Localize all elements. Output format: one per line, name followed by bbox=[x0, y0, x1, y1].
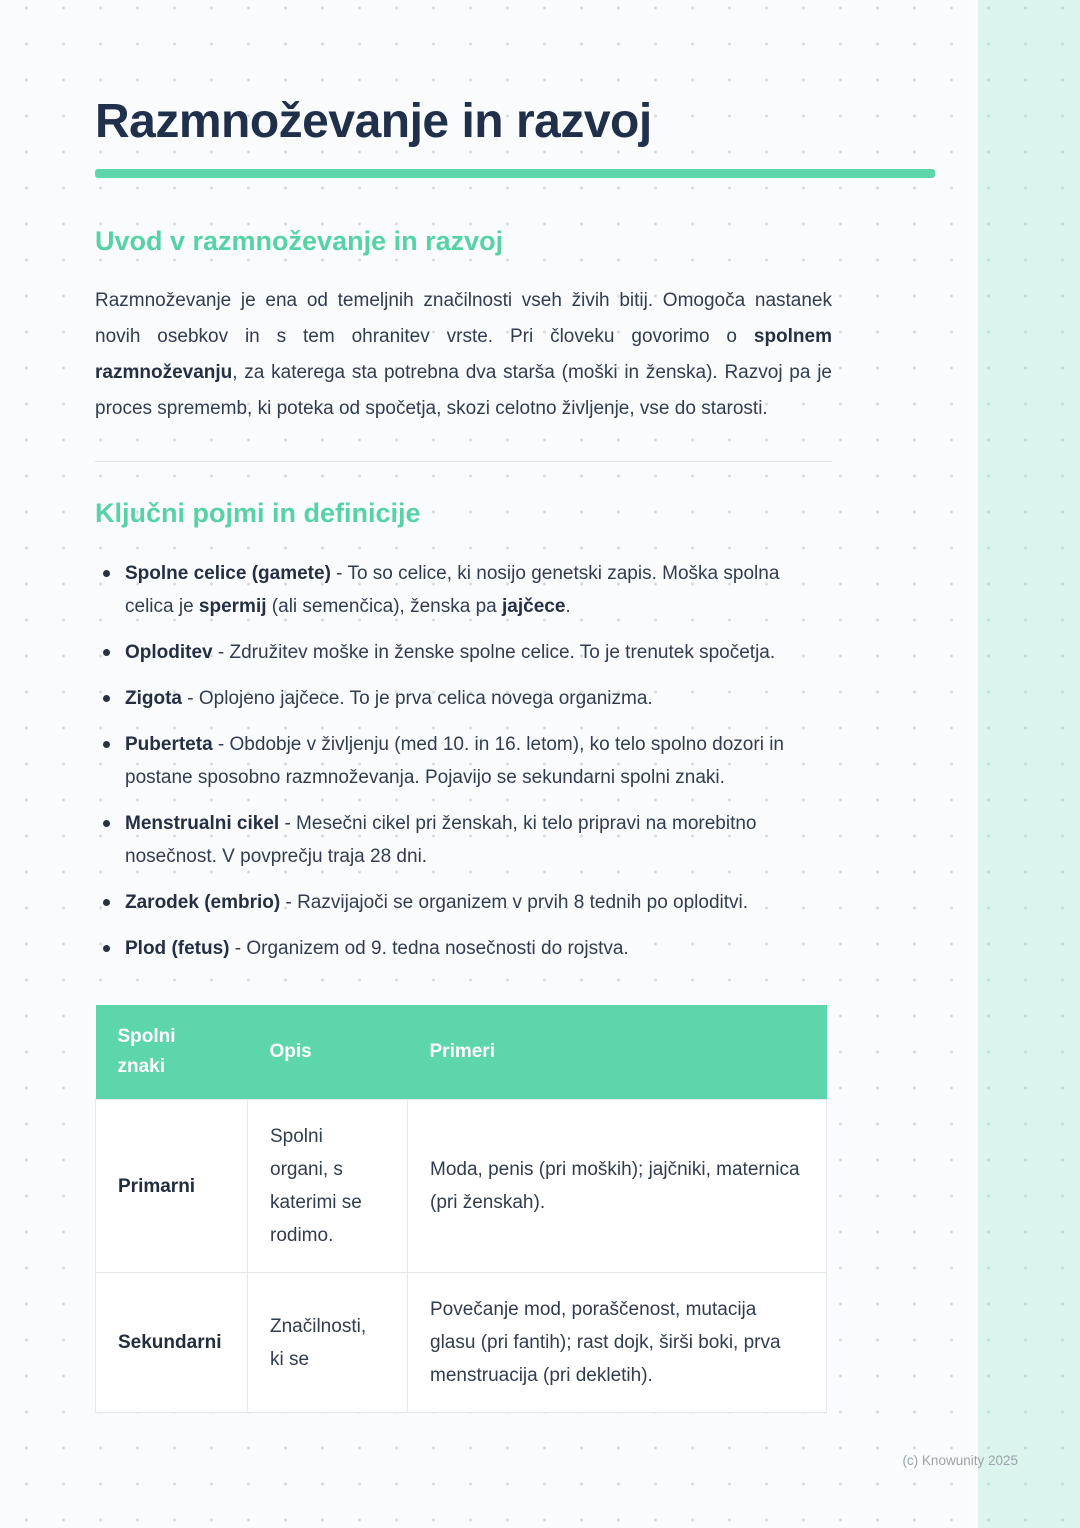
traits-table-body bbox=[96, 1100, 827, 1413]
margin-gap bbox=[967, 0, 978, 1528]
intro-paragraph bbox=[95, 283, 832, 427]
table-cell: Moda, penis (pri moških); jajčniki, maternica (pri ženskah). bbox=[408, 1100, 827, 1273]
bold-text: Spolne celice (gamete) bbox=[125, 563, 331, 584]
body-text: Razmnoževanje je ena od temeljnih značilnosti vseh živih bitij. Omogoča nastanek novih osebkov in s tem ohranitev vrste. Pri človeku govorimo o bbox=[95, 290, 832, 347]
body-text: . bbox=[565, 596, 571, 617]
body-text: - To so celice, ki nosijo genetski zapis. Moška spolna celica je bbox=[125, 563, 780, 617]
table-row bbox=[96, 1273, 827, 1413]
table-row bbox=[96, 1100, 827, 1273]
table-cell: Povečanje mod, poraščenost, mutacija glasu (pri fantih); rast dojk, širši boki, prva menstruacija (pri dekletih). bbox=[408, 1273, 827, 1413]
body-text: - Oplojeno jajčece. To je prva celica novega organizma. bbox=[182, 688, 653, 709]
body-text: , za katerega sta potrebna dva starša (moški in ženska). Razvoj pa je proces sprememb, ki poteka od spočetja, skozi celotno življenje, vse do starosti. bbox=[95, 362, 832, 419]
body-text: - Združitev moške in ženske spolne celice. To je trenutek spočetja. bbox=[212, 642, 776, 663]
watermark: (c) Knowunity 2025 bbox=[902, 1453, 1018, 1468]
table-header-row bbox=[96, 1005, 827, 1100]
body-text: - Obdobje v življenju (med 10. in 16. letom), ko telo spolno dozori in postane sposobno razmnoževanja. Pojavijo se sekundarni spolni znaki. bbox=[125, 734, 784, 788]
bold-text: jajčece bbox=[502, 596, 566, 617]
term-item bbox=[95, 636, 819, 669]
bold-text: Zarodek (embrio) bbox=[125, 892, 281, 913]
title-underline bbox=[95, 169, 935, 178]
traits-table-header bbox=[96, 1005, 827, 1100]
table-cell-term: Sekundarni bbox=[96, 1273, 248, 1413]
term-item bbox=[95, 886, 819, 919]
page-title: Razmnoževanje in razvoj bbox=[95, 95, 652, 148]
bold-text: Zigota bbox=[125, 688, 182, 709]
traits-table bbox=[95, 1005, 827, 1413]
bold-text: Puberteta bbox=[125, 734, 213, 755]
table-cell-term: Primarni bbox=[96, 1100, 248, 1273]
terms-list bbox=[95, 557, 819, 965]
section-heading-terms: Ključni pojmi in definicije bbox=[95, 498, 421, 528]
table-cell: Spolni organi, s katerimi se rodimo. bbox=[248, 1100, 408, 1273]
term-item bbox=[95, 807, 819, 873]
term-item bbox=[95, 932, 819, 965]
body-text: - Organizem od 9. tedna nosečnosti do rojstva. bbox=[229, 938, 629, 959]
page-margin-band bbox=[978, 0, 1080, 1528]
body-text: (ali semenčica), ženska pa bbox=[266, 596, 503, 617]
section-divider bbox=[95, 461, 832, 462]
bold-text: Plod (fetus) bbox=[125, 938, 230, 959]
bold-text: Menstrualni cikel bbox=[125, 813, 280, 834]
table-header-cell: Primeri bbox=[408, 1005, 827, 1100]
table-header-cell: Opis bbox=[248, 1005, 408, 1100]
bold-text: spolnem razmnoževanju bbox=[95, 326, 832, 383]
bold-text: spermij bbox=[198, 596, 267, 617]
body-text: - Razvijajoči se organizem v prvih 8 tednih po oploditvi. bbox=[280, 892, 749, 913]
term-item bbox=[95, 682, 819, 715]
section-heading-intro: Uvod v razmnoževanje in razvoj bbox=[95, 226, 504, 256]
bold-text: Oploditev bbox=[125, 642, 213, 663]
body-text: - Mesečni cikel pri ženskah, ki telo pripravi na morebitno nosečnost. V povprečju traja 28 dni. bbox=[125, 813, 757, 867]
table-cell: Značilnosti, ki se bbox=[248, 1273, 408, 1413]
table-header-cell: Spolni znaki bbox=[96, 1005, 248, 1100]
term-item bbox=[95, 728, 819, 794]
term-item bbox=[95, 557, 819, 623]
